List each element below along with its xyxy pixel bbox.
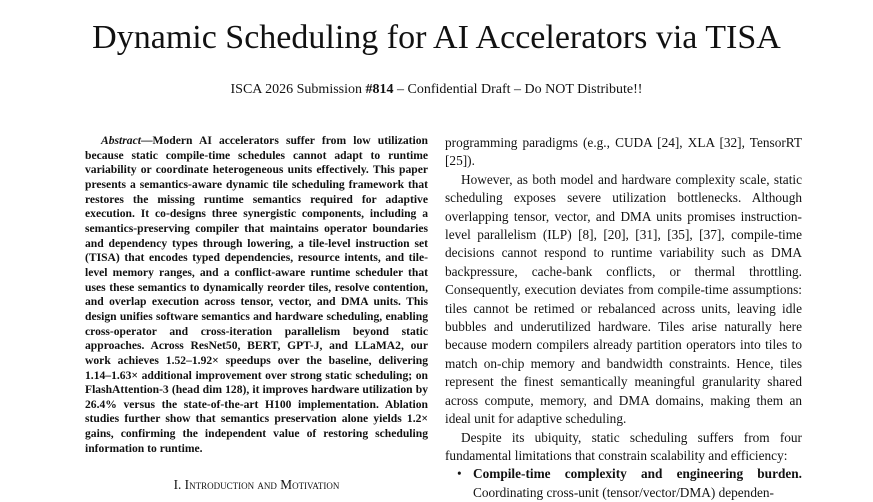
bullet-item: [445, 465, 802, 502]
paragraph-1: programming paradigms (e.g., CUDA [24], XLA [32], TensorRT [25]).: [445, 135, 802, 169]
section-number: I.: [173, 477, 182, 492]
left-column: [85, 134, 428, 456]
paragraph-2: However, as both model and hardware complexity scale, static scheduling exposes severe utilization bottlenecks. Although overlapping tensor, vector, and DMA units promises instruction-level parallelism (ILP) [8], [20], [31], [35], [37], compile-time decisions cannot respond to runtime variability such as DMA backpressure, cache-bank conflicts, or thermal throttling. Consequently, execution deviates from compile-time assumptions: tiles cannot be retimed or rebalanced across units, leaving idle bubbles and underutilized hardware. Tiles arise naturally here because modern compilers already partition operators into tiles to match on-chip memory and bandwidth constraints. Hence, tiles represent the finest semantically meaningful granularity shared across compute, memory, and DMA domains, making them an ideal unit for adaptive scheduling.: [445, 171, 802, 427]
submission-number: #814: [365, 82, 394, 97]
bullet-heading: Compile-time complexity and engineering burden.: [473, 466, 802, 482]
section-title: Introduction and Motivation: [184, 477, 340, 492]
section-heading: [85, 476, 428, 494]
paper-subtitle: [0, 80, 873, 100]
abstract: [85, 134, 428, 456]
paragraph-3: Despite its ubiquity, static scheduling suffers from four fundamental limitations that constrain scalability and efficiency:: [445, 429, 802, 463]
paper-title: Dynamic Scheduling for AI Accelerators via TISA: [92, 19, 781, 56]
bullet-mark: •: [457, 466, 462, 482]
subtitle-prefix: ISCA 2026 Submission: [230, 82, 366, 97]
abstract-label: Abstract: [101, 134, 141, 147]
abstract-text: —Modern AI accelerators suffer from low utilization because static compile-time schedules cannot adapt to runtime variability or coordinate heterogeneous units effectively. This paper presents a semantics-aware dynamic tile scheduling framework that restores the missing runtime semantics required for adaptive execution. It co-designs three synergistic components, including a semantics-preserving compiler that maintains operator boundaries and dependency types through lowering, a tile-level instruction set (TISA) that encodes typed dependencies, resource intents, and tile-level memory ranges, and a conflict-aware runtime scheduler that uses these semantics to dynamically reorder tiles, resolve contention, and overlap execution across tensor, vector, and DMA units. This design unifies software semantics and hardware scheduling, enabling cross-operator and cross-iteration parallelism beyond static approaches. Across ResNet50, BERT, GPT-J, and LLaMA2, our work achieves 1.52–1.92× speedups over the baseline, delivering 1.14–1.63× additional improvement over strong static scheduling; on FlashAttention-3 (head dim 128), it improves hardware utilization by 26.4% versus the state-of-the-art H100 implementation. Ablation studies further show that semantics preservation alone yields 1.2× gains, confirming the independent value of restoring scheduling information to runtime.: [85, 134, 428, 455]
bullet-text: Coordinating cross-unit (tensor/vector/DMA) dependen-: [473, 484, 774, 500]
subtitle-suffix: – Confidential Draft – Do NOT Distribute!!: [393, 82, 643, 97]
right-column: [445, 134, 802, 502]
